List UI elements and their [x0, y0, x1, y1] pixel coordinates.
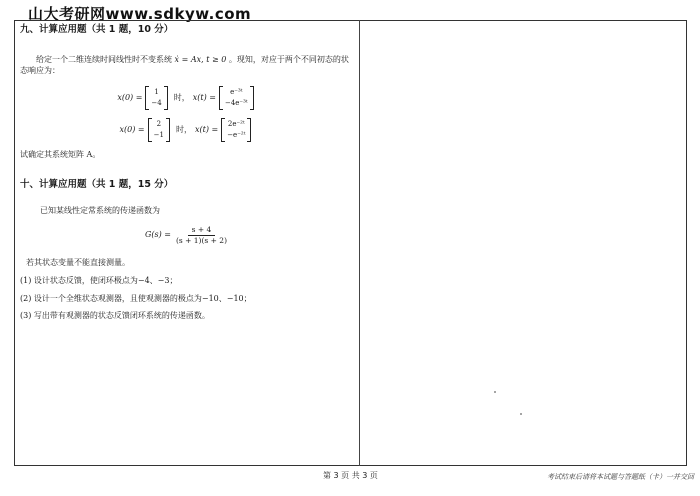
q9-intro: [20, 55, 354, 77]
response-vector: [221, 118, 251, 142]
transfer-function-lhs: G(s) =: [144, 230, 171, 240]
q10-item-2: (2) 设计一个全维状态观测器，且使观测器的极点为−10、−10；: [20, 293, 252, 303]
transfer-function: [20, 225, 354, 246]
scan-speck: [520, 413, 522, 415]
vector-entry: 1: [154, 88, 159, 97]
response-label: x(t) =: [194, 125, 219, 134]
q10-item-3: (3) 写出带有观测器的状态反馈闭环系统的传递函数。: [20, 311, 210, 321]
fraction-denominator: (s + 1)(s + 2): [175, 235, 228, 245]
q10-item-1: (1) 设计状态反馈，使闭环极点为−4、−3；: [20, 275, 178, 285]
q10-intro: 已知某线性定常系统的传递函数为: [40, 206, 160, 216]
site-watermark: 山大考研网www.sdkyw.com: [28, 5, 252, 23]
question-column: [20, 24, 354, 322]
q10-title: 十、计算应用题（共 1 题，15 分）: [20, 179, 174, 191]
vector-entry: −4e⁻³ᵗ: [224, 99, 248, 108]
scan-speck: [494, 391, 496, 393]
vector-entry: −4: [151, 99, 162, 108]
footer-note: 考试结束后请将本试题与答题纸（卡）一并交回: [547, 473, 694, 481]
page-number: 第 3 页 共 3 页: [323, 471, 378, 480]
q9-ask: 试确定其系统矩阵 A。: [20, 150, 101, 160]
q9-response-2: [20, 118, 354, 142]
q9-intro-b: 。现知，对应于两个不同初态的状态响应为：: [20, 54, 349, 75]
initial-state-vector: [145, 86, 167, 110]
q9-title: 九、计算应用题（共 1 题，10 分）: [20, 24, 174, 35]
fraction-numerator: s + 4: [188, 225, 216, 236]
initial-state-label: x(0) =: [117, 93, 143, 102]
vector-entry: e⁻³ᵗ: [230, 88, 243, 97]
vector-entry: 2: [156, 120, 162, 129]
when-text: 时，: [173, 93, 190, 102]
when-text: 时，: [175, 125, 192, 134]
vector-entry: 2e⁻²ᵗ: [227, 120, 245, 129]
initial-state-label: x(0) =: [119, 125, 145, 134]
q9-response-1: [20, 86, 354, 110]
q9-intro-eq: ẋ = Ax, t ≥ 0: [174, 54, 227, 64]
transfer-function-fraction: [174, 225, 229, 246]
response-label: x(t) =: [192, 93, 216, 102]
column-divider: [359, 20, 360, 466]
response-vector: [219, 86, 254, 110]
q9-intro-a: 给定一个二维连续时间线性时不变系统: [36, 54, 172, 64]
initial-state-vector: [148, 118, 170, 142]
vector-entry: −e⁻²ᵗ: [227, 131, 246, 140]
q10-note: 若其状态变量不能直接测量。: [26, 258, 130, 268]
vector-entry: −1: [153, 131, 164, 140]
